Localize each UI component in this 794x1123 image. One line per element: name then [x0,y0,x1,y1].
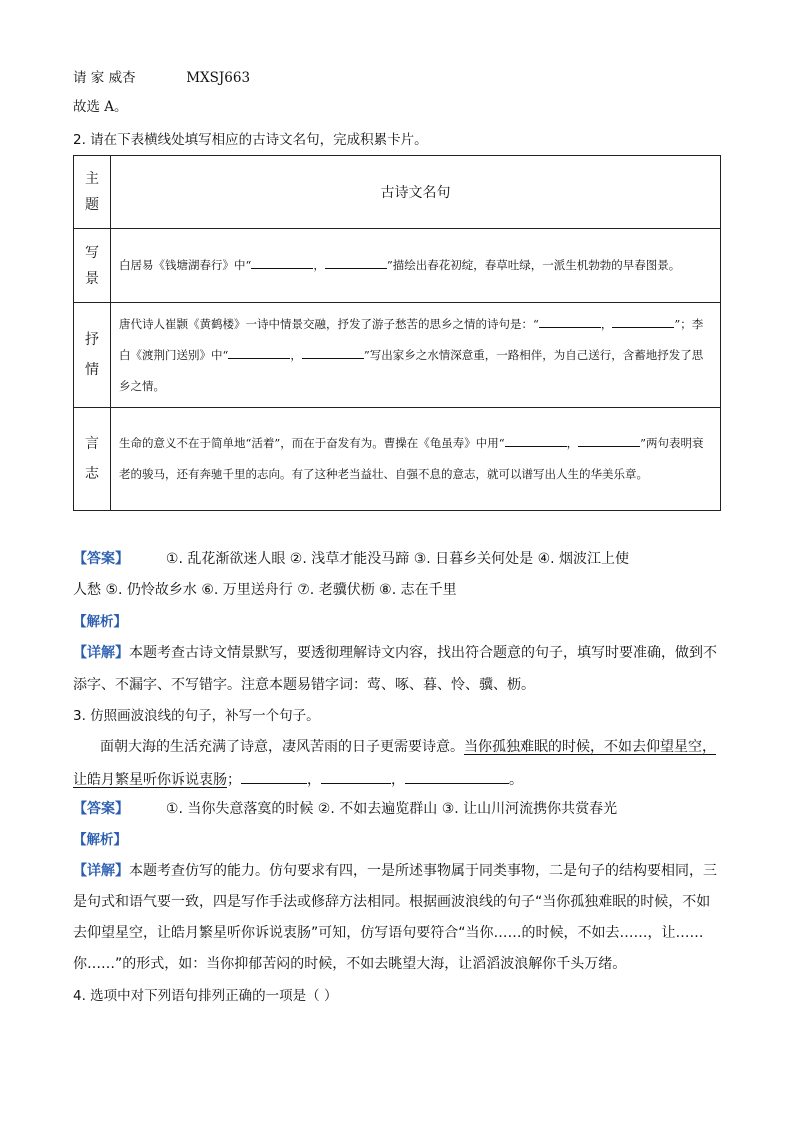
header-text: 请 家 威杏 [73,70,136,86]
q2-title: 2. 请在下表横线处填写相应的古诗文名句，完成积累卡片。 [73,132,428,148]
fill-blank[interactable] [612,315,674,328]
content-header: 古诗文名句 [111,156,721,229]
accumulation-card-table [73,155,721,511]
fill-blank[interactable] [321,769,391,784]
theme-cell: 抒情 [74,303,111,408]
fill-blank[interactable] [302,346,364,359]
content-cell: 唐代诗人崔颢《黄鹤楼》一诗中情景交融，抒发了游子愁苦的思乡之情的诗句是：“ ， ”；李白《渡荆门送别》中“ ， ”写出家乡之水情深意重，一路相伴，为自己送行，含蓄地抒发了思乡之情。 [111,303,721,408]
q3-detail-line1: 【详解】本题考查仿写的能力。仿句要求有四，一是所述事物属于同类事物，二是句子的结构要相同，三 [73,863,717,879]
fill-blank[interactable] [228,346,290,359]
table-header-row [74,156,721,229]
fill-blank[interactable] [251,256,313,269]
q3-detail-line3: 去仰望星空，让皓月繁星听你诉说衷肠”可知，仿写语句要符合“当你……的时候，不如去……，让…… [73,925,704,941]
q1-conclusion: 故选 A。 [73,99,128,115]
fill-blank[interactable] [241,769,307,784]
q3-title: 3. 仿照画波浪线的句子，补写一个句子。 [73,708,320,724]
q2-answer-line1: 【答案】 ①. 乱花渐欲迷人眼 ②. 浅草才能没马蹄 ③. 日暮乡关何处是 ④. 烟波江上使 [73,551,630,567]
fill-blank[interactable] [578,434,640,447]
fill-blank[interactable] [325,256,387,269]
q3-detail-line2: 是句式和语气要一致，四是写作手法或修辞方法相同。根据画波浪线的句子“当你孤独难眠的时候，不如 [73,894,711,910]
q3-answer-line: 【答案】 ①. 当你失意落寞的时候 ②. 不如去遍览群山 ③. 让山川河流携你共赏春光 [73,801,618,817]
table-row-aspiration [74,408,721,511]
wavy-underlined-sentence: 当你孤独难眠的时候，不如去仰望星空， [464,739,716,755]
q3-stem-line2: 让皓月繁星听你诉说衷肠； ， ， 。 [73,769,523,790]
header-code: MXSJ663 [186,70,251,86]
q2-detail-line2: 添字、不漏字、不写错字。注意本题易错字词：莺、啄、暮、怜、骥、枥。 [73,677,535,693]
content-cell: 白居易《钱塘湖春行》中“ ， ”描绘出春花初绽，春草吐绿，一派生机勃勃的早春图景。 [111,229,721,303]
q2-detail-line1: 【详解】本题考查古诗文情景默写，要透彻理解诗文内容，找出符合题意的句子，填写时要准确，做到不 [73,645,717,661]
q3-stem-line1: 面朝大海的生活充满了诗意，凄风苦雨的日子更需要诗意。当你孤独难眠的时候，不如去仰望星空， [100,739,716,755]
q2-answer-line2: 人愁 ⑤. 仍怜故乡水 ⑥. 万里送舟行 ⑦. 老骥伏枥 ⑧. 志在千里 [73,582,457,598]
answer-label: 【答案】 [73,801,129,817]
page-header [73,68,250,88]
q3-detail-line4: 你……”的形式，如：当你抑郁苦闷的时候，不如去眺望大海，让滔滔波浪解你千头万绪。 [73,956,627,972]
theme-cell: 写景 [74,229,111,303]
table-row-scenery [74,229,721,303]
analysis-label: 【解析】 [73,614,127,630]
table-row-emotion [74,303,721,408]
theme-header: 主题 [74,156,111,229]
fill-blank[interactable] [539,315,601,328]
content-cell: 生命的意义不在于简单地“活着”，而在于奋发有为。曹操在《龟虽寿》中用“ ， ”两句表明衰老的骏马，还有奔驰千里的志向。有了这种老当益壮、自强不息的意志，就可以谱写出人生的华美乐章。 [111,408,721,511]
fill-blank[interactable] [505,434,567,447]
answer-label: 【答案】 [73,551,129,567]
theme-cell: 言志 [74,408,111,511]
fill-blank[interactable] [405,769,509,784]
analysis-label: 【解析】 [73,832,127,848]
q4-title: 4. 选项中对下列语句排列正确的一项是（ ） [73,988,338,1004]
